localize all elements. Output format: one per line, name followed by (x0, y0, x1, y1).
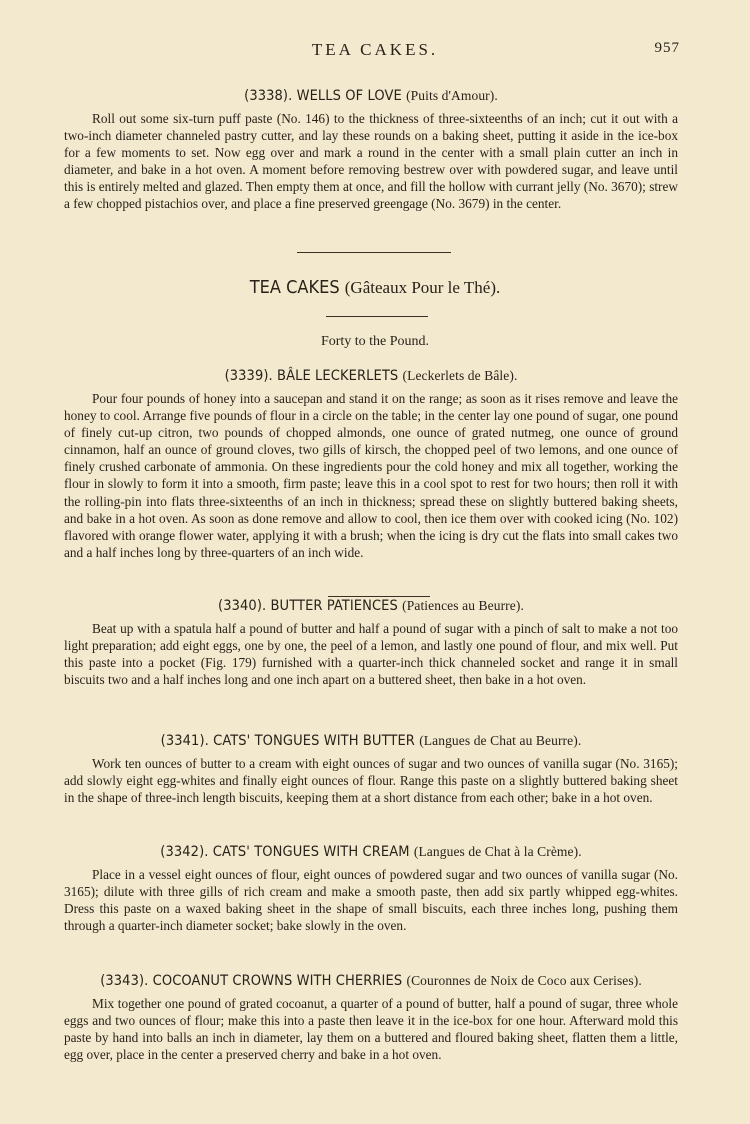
section-yield: Forty to the Pound. (320, 334, 430, 349)
recipe-title-en: (3343). COCOANUT CROWNS WITH CHERRIES (100, 973, 403, 989)
recipe-title (64, 733, 678, 749)
recipe-3339 (64, 368, 678, 561)
recipe-3340 (64, 598, 678, 688)
divider-rule (326, 316, 428, 317)
recipe-title-en: (3341). CATS' TONGUES WITH BUTTER (160, 733, 415, 749)
recipe-body: Mix together one pound of grated cocoanut, a quarter of a pound of butter, half a pound of sugar, three whole eggs and two ounces of flour; make this into a paste then leave it in the ice-box for one hour. Afterward mold this paste by hand into balls an inch in diameter, lay them on a buttered and floured baking sheet, flatten them a little, egg over, place in the center a preserved cherry and bake in a hot oven. (64, 996, 678, 1063)
recipe-title (64, 368, 678, 384)
recipe-title-fr: (Patiences au Beurre). (402, 598, 524, 613)
section-title-en: TEA CAKES (249, 277, 340, 298)
section-title-fr: (Gâteaux Pour le Thé). (344, 278, 501, 297)
recipe-3342 (64, 844, 678, 934)
section-title (0, 277, 750, 298)
recipe-body: Roll out some six-turn puff paste (No. 146) to the thickness of three-sixteenths of an inch; cut it out with a two-inch diameter channeled pastry cutter, and lay these rounds on a baking sheet, putting it aside in the ice-box for a few moments to set. Now egg over and mark a round in the center with a small plain cutter an inch in diameter, and bake in a hot oven. A moment before removing bestrew over with powdered sugar, and leave until this is entirely melted and glazed. Then empty them at once, and fill the hollow with currant jelly (No. 3670); strew a few chopped pistachios over, and place a fine preserved greengage (No. 3679) in the center. (64, 111, 678, 212)
recipe-title-en: (3340). BUTTER PATIENCES (218, 598, 398, 614)
recipe-title (64, 844, 678, 860)
recipe-title-en: (3338). WELLS OF LOVE (244, 88, 402, 104)
recipe-body: Beat up with a spatula half a pound of butter and half a pound of sugar with a pinch of salt to make a not too light preparation; add eight eggs, one by one, the peel of a lemon, and lastly one pound of flour, and mix well. Put this paste into a pocket (Fig. 179) furnished with a quarter-inch thick channeled socket and range it in small biscuits two and a half inches long and one inch apart on a buttered sheet, then bake in a hot oven. (64, 621, 678, 688)
recipe-body: Pour four pounds of honey into a saucepan and stand it on the range; as soon as it rises remove and leave the honey to cool. Arrange five pounds of flour in a circle on the table; in the center lay one pound of sugar, one pound of finely cut-up citron, two pounds of chopped almonds, one ounce of grated nutmeg, one ounce of ground cinnamon, half an ounce of ground cloves, two gills of kirsch, the chopped peel of two lemons, and one ounce of finely crushed carbonate of ammonia. On these ingredients pour the cold honey and mix all together, working the flour in slowly to form it into a smooth, firm paste; leave this in a cool spot to rest for two hours; then roll it with the rolling-pin into flats three-sixteenths of an inch in thickness; spread these on slightly buttered baking sheets, and bake in a hot oven. As soon as done remove and allow to cool, then ice them over with cooked icing (No. 102) flavored with orange flower water, applying it with a brush; when the icing is dry cut the flats into small cakes two and a half inches long by three-quarters of an inch wide. (64, 391, 678, 560)
recipe-title (64, 598, 678, 614)
recipe-3341 (64, 733, 678, 806)
recipe-title-fr: (Puits d'Amour). (406, 88, 498, 103)
recipe-title-fr: (Couronnes de Noix de Coco aux Cerises). (406, 973, 642, 988)
recipe-title-fr: (Langues de Chat à la Crème). (413, 844, 582, 859)
recipe-title (64, 973, 678, 989)
running-head: TEA CAKES. (311, 40, 439, 59)
recipe-title-en: (3339). BÂLE LECKERLETS (224, 368, 399, 384)
recipe-title-en: (3342). CATS' TONGUES WITH CREAM (160, 844, 410, 860)
page-number: 957 (654, 40, 680, 56)
recipe-title-fr: (Leckerlets de Bâle). (402, 368, 518, 383)
divider-rule (328, 596, 430, 597)
recipe-title-fr: (Langues de Chat au Beurre). (419, 733, 582, 748)
recipe-body: Place in a vessel eight ounces of flour, eight ounces of powdered sugar and two ounces of vanilla sugar (No. 3165); dilute with three gills of rich cream and make a smooth paste, then add six partly whipped egg-whites. Dress this paste on a waxed baking sheet in the shape of small biscuits, each three inches long, pushing them through a quarter-inch diameter socket; bake slowly in the oven. (64, 867, 678, 934)
recipe-title (64, 88, 678, 104)
recipe-3338 (64, 88, 678, 213)
recipe-3343 (64, 973, 678, 1063)
recipe-body: Work ten ounces of butter to a cream with eight ounces of sugar and two ounces of vanilla sugar (No. 3165); add slowly eight egg-whites and finally eight ounces of flour. Range this paste on a slightly buttered baking sheet in the shape of three-inch length biscuits, keeping them at a short distance from each other; bake in a hot oven. (64, 756, 678, 806)
divider-rule (297, 252, 451, 253)
